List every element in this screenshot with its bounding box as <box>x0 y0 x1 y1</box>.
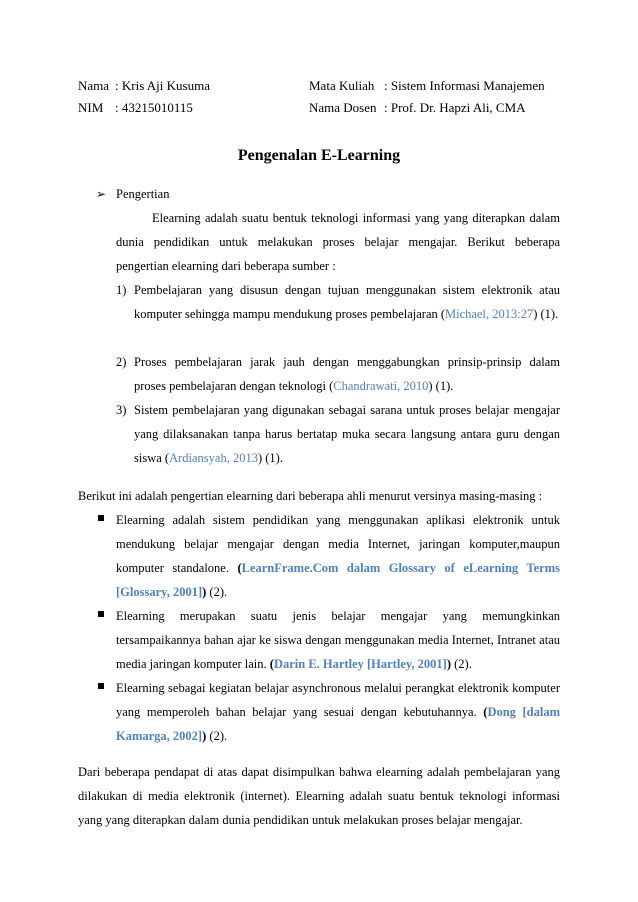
expert-item-3-open: ( <box>483 705 488 719</box>
list-item-3 <box>134 398 560 470</box>
item-number-2: 2) <box>116 355 127 369</box>
item-number-1: 1) <box>116 283 127 297</box>
list-item-3-after: ) (1). <box>257 451 283 465</box>
arrow-bullet-icon: ➢ <box>96 187 107 201</box>
list-item-1-text: Pembelajaran yang disusun dengan tujuan menggunakan sistem elektronik atau komputer sehingga mampu mendukung proses pembelajaran ( <box>134 283 560 321</box>
nama-dosen-value: : Prof. Dr. Hapzi Ali, CMA <box>384 100 526 115</box>
list-item-3-text: Sistem pembelajaran yang digunakan sebagai sarana untuk proses belajar mengajar yang dilaksanakan tanpa harus bertatap muka secara langsung antara guru dengan siswa ( <box>134 403 560 465</box>
expert-item-3 <box>116 676 560 748</box>
citation-ardiansyah: Ardiansyah, 2013 <box>169 451 258 465</box>
expert-item-2-text: Elearning merupakan suatu jenis belajar mengajar yang memungkinkan tersampaikannya bahan ajar ke siswa dengan menggunakan media Internet, Intranet atau media jaringan komputer lain. <box>116 609 560 671</box>
page-title: Pengenalan E-Learning <box>237 147 401 164</box>
square-bullet-icon <box>98 611 104 617</box>
nama-label: Nama <box>78 78 110 93</box>
citation-michael: Michael, 2013:27 <box>445 307 534 321</box>
experts-intro: Berikut ini adalah pengertian elearning dari beberapa ahli menurut versinya masing-masing : <box>78 489 543 503</box>
expert-item-1-close: ) <box>202 585 207 599</box>
list-item-1-after: ) (1). <box>533 307 559 321</box>
section-heading: Pengertian <box>116 187 170 201</box>
expert-item-1 <box>116 508 560 604</box>
list-item-2 <box>134 350 560 398</box>
expert-item-1-open: ( <box>237 561 242 575</box>
mata-kuliah-value: : Sistem Informasi Manajemen <box>384 78 545 93</box>
expert-item-2 <box>116 604 560 676</box>
item-number-3: 3) <box>116 403 127 417</box>
nama-dosen-label: Nama Dosen <box>309 100 377 115</box>
expert-item-1-text: Elearning adalah sistem pendidikan yang menggunakan aplikasi elektronik untuk mendukung belajar mengajar dengan media Internet, jaringan komputer,maupun komputer standalone. <box>116 513 560 575</box>
citation-dong: Dong [dalam Kamarga, 2002] <box>116 705 560 743</box>
expert-item-3-close: ) <box>202 729 207 743</box>
conclusion-paragraph: Dari beberapa pendapat di atas dapat disimpulkan bahwa elearning adalah pembelajaran yang dilakukan di media elektronik (internet). Elearning adalah suatu bentuk teknologi informasi yang yang diterapkan dalam dunia pendidikan untuk melakukan proses belajar mengajar. <box>78 765 560 827</box>
expert-item-2-close: ) <box>446 657 452 671</box>
expert-item-2-open: ( <box>269 657 274 671</box>
expert-item-1-after: (2). <box>206 585 228 599</box>
mata-kuliah-label: Mata Kuliah <box>309 78 375 93</box>
list-item-2-text: Proses pembelajaran jarak jauh dengan menggabungkan prinsip-prinsip dalam proses pembelajaran dengan teknologi ( <box>134 355 560 393</box>
nama-value: : Kris Aji Kusuma <box>115 78 210 93</box>
square-bullet-icon <box>98 515 104 521</box>
expert-item-3-text: Elearning sebagai kegiatan belajar asynchronous melalui perangkat elektronik komputer yang memperoleh bahan belajar yang sesuai dengan kebutuhannya. <box>116 681 560 719</box>
expert-item-2-after: (2). <box>451 657 472 671</box>
expert-item-3-after: (2). <box>206 729 228 743</box>
nim-label: NIM <box>78 100 104 115</box>
nim-value: : 43215010115 <box>115 100 193 115</box>
intro-paragraph: Elearning adalah suatu bentuk teknologi informasi yang yang diterapkan dalam dunia pendidikan untuk melakukan proses belajar mengajar. Berikut beberapa pengertian elearning dari beberapa sumber : <box>116 211 560 273</box>
citation-chandrawati: Chandrawati, 2010 <box>333 379 429 393</box>
citation-learnframe: LearnFrame.Com dalam Glossary of eLearning Terms [Glossary, 2001] <box>116 561 560 599</box>
citation-hartley: Darin E. Hartley [Hartley, 2001] <box>273 657 447 671</box>
list-item-2-after: ) (1). <box>428 379 454 393</box>
list-item-1 <box>134 278 560 326</box>
square-bullet-icon <box>98 683 104 689</box>
